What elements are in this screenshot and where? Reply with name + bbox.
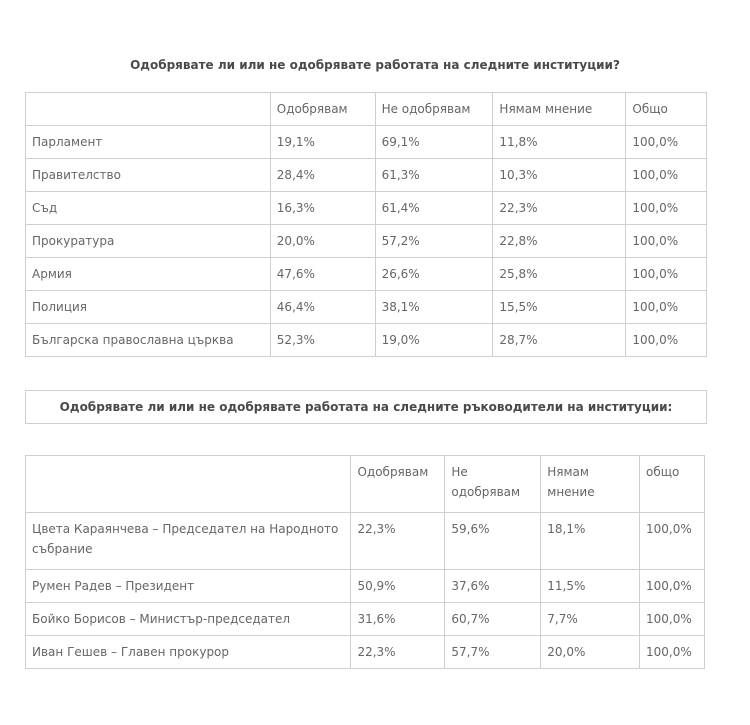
table-cell: 7,7% bbox=[541, 603, 640, 636]
table-cell: 46,4% bbox=[270, 291, 375, 324]
table-cell: 19,0% bbox=[375, 324, 493, 357]
table-cell: Полиция bbox=[26, 291, 271, 324]
header-cell: Не одобрявам bbox=[445, 456, 541, 513]
table-cell: 100,0% bbox=[640, 570, 705, 603]
leaders-table bbox=[25, 455, 705, 669]
table-header-row bbox=[26, 456, 705, 513]
table-cell: 38,1% bbox=[375, 291, 493, 324]
header-cell: Общо bbox=[626, 93, 707, 126]
table-cell: 100,0% bbox=[626, 126, 707, 159]
table-cell: Бойко Борисов – Министър-председател bbox=[26, 603, 351, 636]
table-row bbox=[26, 126, 707, 159]
table-cell: Парламент bbox=[26, 126, 271, 159]
table-cell: 31,6% bbox=[351, 603, 445, 636]
header-cell: Нямам мнение bbox=[541, 456, 640, 513]
table-cell: 22,8% bbox=[493, 225, 626, 258]
table-row bbox=[26, 225, 707, 258]
table-cell: 69,1% bbox=[375, 126, 493, 159]
table2-title: Одобрявате ли или не одобрявате работата на следните ръководители на институции: bbox=[25, 390, 707, 424]
header-cell bbox=[26, 93, 271, 126]
table1-title: Одобрявате ли или не одобрявате работата на следните институции? bbox=[130, 58, 620, 72]
table-cell: 47,6% bbox=[270, 258, 375, 291]
table-cell: 61,4% bbox=[375, 192, 493, 225]
table-header-row bbox=[26, 93, 707, 126]
table-cell: 28,4% bbox=[270, 159, 375, 192]
table-row bbox=[26, 258, 707, 291]
table-row bbox=[26, 159, 707, 192]
header-cell: Не одобрявам bbox=[375, 93, 493, 126]
header-cell: Одобрявам bbox=[351, 456, 445, 513]
table-cell: 20,0% bbox=[270, 225, 375, 258]
table-row bbox=[26, 291, 707, 324]
table-cell: 61,3% bbox=[375, 159, 493, 192]
table-cell: Правителство bbox=[26, 159, 271, 192]
table-row bbox=[26, 636, 705, 669]
table-cell: 22,3% bbox=[351, 513, 445, 570]
table-cell: 11,5% bbox=[541, 570, 640, 603]
table-cell: 100,0% bbox=[626, 225, 707, 258]
table-cell: 100,0% bbox=[626, 159, 707, 192]
header-cell: Одобрявам bbox=[270, 93, 375, 126]
table-cell: Българска православна църква bbox=[26, 324, 271, 357]
table-cell: 100,0% bbox=[640, 513, 705, 570]
table-cell: 52,3% bbox=[270, 324, 375, 357]
header-cell bbox=[26, 456, 351, 513]
table-cell: 57,7% bbox=[445, 636, 541, 669]
header-cell: Нямам мнение bbox=[493, 93, 626, 126]
table-cell: 28,7% bbox=[493, 324, 626, 357]
table-cell: 60,7% bbox=[445, 603, 541, 636]
table-row bbox=[26, 570, 705, 603]
institutions-table bbox=[25, 92, 707, 357]
table-cell: Цвета Караянчева – Председател на Народното събрание bbox=[26, 513, 351, 570]
table-cell: 100,0% bbox=[640, 636, 705, 669]
table-cell: 100,0% bbox=[626, 324, 707, 357]
table-row bbox=[26, 513, 705, 570]
table-cell: 59,6% bbox=[445, 513, 541, 570]
table-cell: 20,0% bbox=[541, 636, 640, 669]
table-cell: Иван Гешев – Главен прокурор bbox=[26, 636, 351, 669]
table-cell: 50,9% bbox=[351, 570, 445, 603]
header-cell: общо bbox=[640, 456, 705, 513]
table-cell: Съд bbox=[26, 192, 271, 225]
table-cell: 57,2% bbox=[375, 225, 493, 258]
table-row bbox=[26, 324, 707, 357]
table-cell: 100,0% bbox=[626, 258, 707, 291]
table-cell: 22,3% bbox=[493, 192, 626, 225]
table-cell: 25,8% bbox=[493, 258, 626, 291]
table-cell: 100,0% bbox=[640, 603, 705, 636]
table-cell: 18,1% bbox=[541, 513, 640, 570]
table-cell: Прокуратура bbox=[26, 225, 271, 258]
table-row bbox=[26, 603, 705, 636]
table-cell: 16,3% bbox=[270, 192, 375, 225]
table-cell: 11,8% bbox=[493, 126, 626, 159]
table-cell: 26,6% bbox=[375, 258, 493, 291]
table-cell: Румен Радев – Президент bbox=[26, 570, 351, 603]
table-row bbox=[26, 192, 707, 225]
table-cell: 37,6% bbox=[445, 570, 541, 603]
table-cell: 22,3% bbox=[351, 636, 445, 669]
table-cell: 15,5% bbox=[493, 291, 626, 324]
table-cell: 100,0% bbox=[626, 192, 707, 225]
table-cell: 10,3% bbox=[493, 159, 626, 192]
table-cell: 19,1% bbox=[270, 126, 375, 159]
table-cell: 100,0% bbox=[626, 291, 707, 324]
table-cell: Армия bbox=[26, 258, 271, 291]
